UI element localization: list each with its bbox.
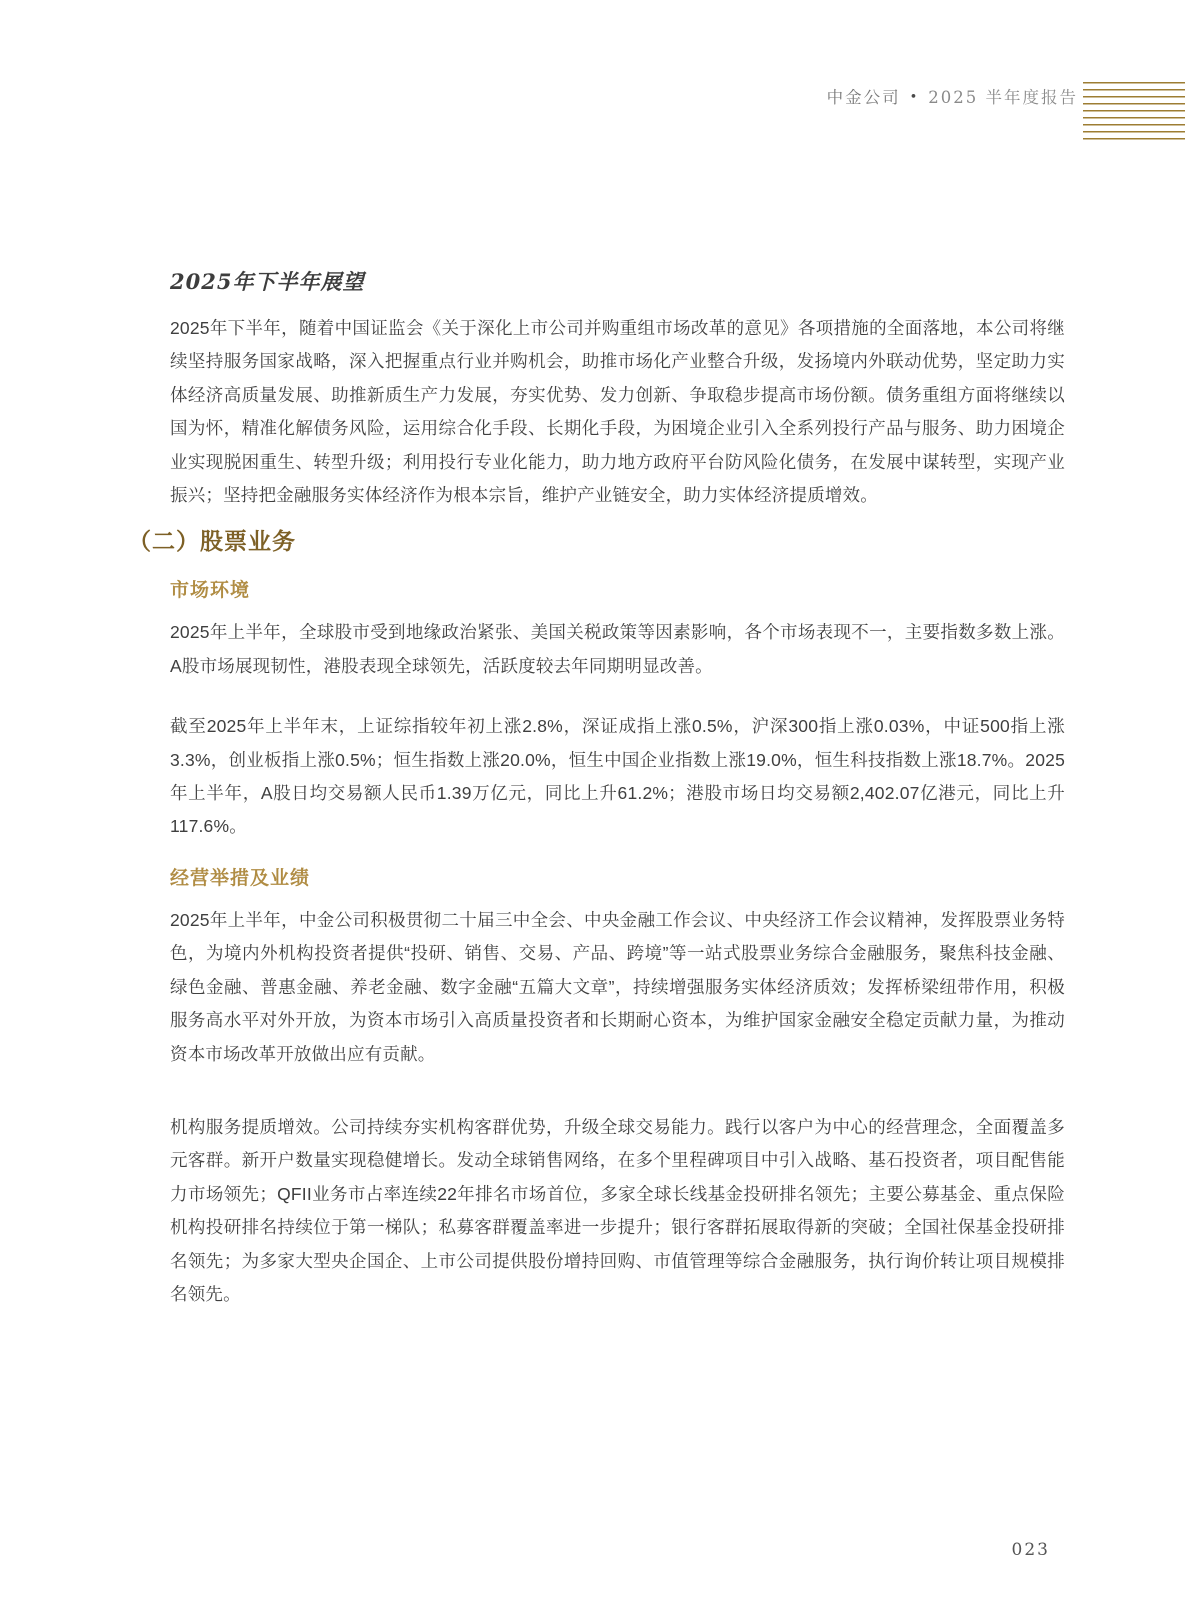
outlook-paragraph: 2025年下半年，随着中国证监会《关于深化上市公司并购重组市场改革的意见》各项措施的全面落地，本公司将继续坚持服务国家战略，深入把握重点行业并购机会，助推市场化产业整合升级，发扬境内外联动优势，坚定助力实体经济高质量发展、助推新质生产力发展，夯实优势、发力创新、争取稳步提高市场份额。债务重组方面将继续以国为怀，精准化解债务风险，运用综合化手段、长期化手段，为困境企业引入全系列投行产品与服务、助力困境企业实现脱困重生、转型升级；利用投行专业化能力，助力地方政府平台防风险化债务，在发展中谋转型，实现产业振兴；坚持把金融服务实体经济作为根本宗旨，维护产业链安全，助力实体经济提质增效。 — [170, 318, 1065, 506]
market-paragraph-1: 2025年上半年，全球股市受到地缘政治紧张、美国关税政策等因素影响，各个市场表现不一，主要指数多数上涨。A股市场展现韧性，港股表现全球领先，活跃度较去年同期明显改善。 — [170, 622, 1065, 676]
subheading-operations-and-results: 经营举措及业绩 — [170, 867, 311, 889]
subheading-market-environment: 市场环境 — [170, 580, 251, 602]
gold-stripes-decoration-icon — [1083, 82, 1185, 140]
page-number: 023 — [1011, 1540, 1050, 1560]
dot-separator-icon: • — [909, 90, 920, 105]
operations-paragraph-2: 机构服务提质增效。公司持续夯实机构客群优势，升级全球交易能力。践行以客户为中心的经营理念，全面覆盖多元客群。新开户数量实现稳健增长。发动全球销售网络，在多个里程碑项目中引入战略、基石投资者，项目配售能力市场领先；QFII业务市占率连续22年排名市场首位，多家全球长线基金投研排名领先；主要公募基金、重点保险机构投研排名持续位于第一梯队；私募客群覆盖率进一步提升；银行客群拓展取得新的突破；全国社保基金投研排名领先；为多家大型央企国企、上市公司提供股份增持回购、市值管理等综合金融服务，执行询价转让项目规模排名领先。 — [170, 1116, 1065, 1304]
operations-paragraph-1: 2025年上半年，中金公司积极贯彻二十届三中全会、中央金融工作会议、中央经济工作会议精神，发挥股票业务特色，为境内外机构投资者提供“投研、销售、交易、产品、跨境”等一站式股票业务综合金融服务，聚焦科技金融、绿色金融、普惠金融、养老金融、数字金融“五篇大文章”，持续增强服务实体经济质效；发挥桥梁纽带作用，积极服务高水平对外开放，为资本市场引入高质量投资者和长期耐心资本，为维护国家金融安全稳定贡献力量，为推动资本市场改革开放做出应有贡献。 — [170, 909, 1065, 1064]
outlook-title: 2025年下半年展望 — [170, 269, 365, 294]
section-heading-equities-business: （二）股票业务 — [128, 528, 296, 555]
report-title: 2025 半年度报告 — [928, 88, 1078, 107]
page-content — [128, 266, 1065, 1311]
header-text — [827, 84, 1078, 108]
brand-name: 中金公司 — [826, 88, 901, 107]
market-paragraph-2: 截至2025年上半年末，上证综指较年初上涨2.8%，深证成指上涨0.5%，沪深300指上涨0.03%，中证500指上涨3.3%，创业板指上涨0.5%；恒生指数上涨20.0%，恒生中国企业指数上涨19.0%，恒生科技指数上涨18.7%。2025年上半年，A股日均交易额人民币1.39万亿元，同比上升61.2%；港股市场日均交易额2,402.07亿港元，同比上升117.6%。 — [170, 716, 1065, 837]
